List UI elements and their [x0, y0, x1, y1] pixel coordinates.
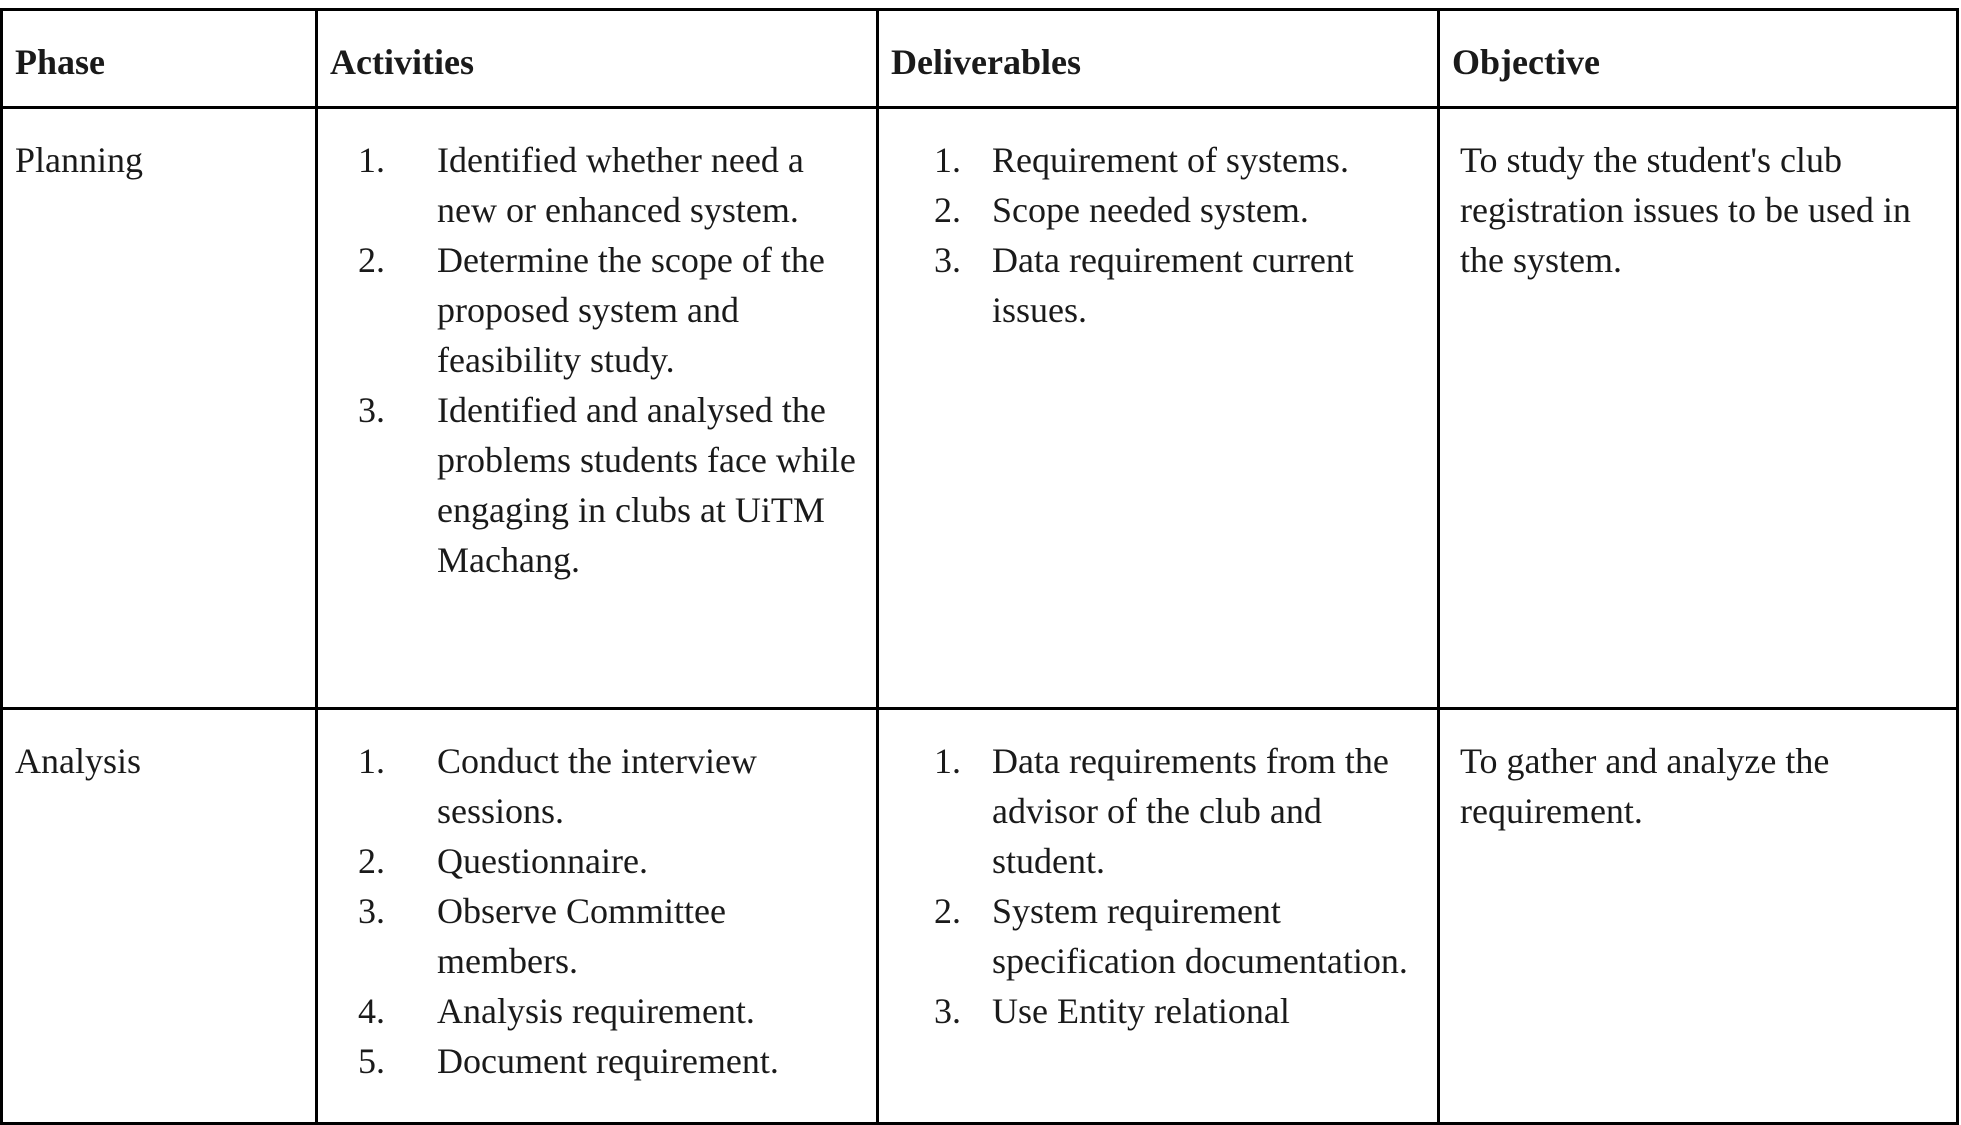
item-number: 1. — [358, 741, 385, 781]
list-item — [879, 986, 1429, 1036]
objective-text: To gather and analyze the requirement. — [1460, 741, 1830, 831]
list-item — [318, 135, 868, 235]
item-text: Identified and analysed the problems students face while engaging in clubs at UiTM Machang. — [437, 390, 856, 580]
item-number: 1. — [934, 140, 961, 180]
list-item — [318, 836, 868, 886]
objective-text: To study the student's club registration issues to be used in the system. — [1460, 140, 1911, 280]
item-number: 3. — [934, 991, 961, 1031]
item-number: 5. — [358, 1041, 385, 1081]
phase-name: Analysis — [15, 741, 141, 781]
list-item — [879, 736, 1429, 886]
phase-table — [0, 8, 1959, 1125]
item-number: 1. — [358, 140, 385, 180]
list-item — [318, 736, 868, 836]
item-number: 1. — [934, 741, 961, 781]
list-item — [318, 235, 868, 385]
item-number: 2. — [934, 190, 961, 230]
phase-cell — [2, 108, 317, 709]
deliverables-cell — [878, 709, 1439, 1124]
item-number: 2. — [358, 240, 385, 280]
list-item — [879, 886, 1429, 986]
deliverables-list — [879, 109, 1437, 335]
list-item — [318, 986, 868, 1036]
item-text: Use Entity relational — [992, 991, 1290, 1031]
activities-list — [318, 109, 876, 585]
item-number: 3. — [358, 891, 385, 931]
table-row — [2, 709, 1958, 1124]
objective-cell — [1439, 108, 1958, 709]
activities-list — [318, 710, 876, 1086]
item-text: Identified whether need a new or enhanced system. — [437, 140, 804, 230]
item-text: Scope needed system. — [992, 190, 1309, 230]
header-phase: Phase — [2, 10, 317, 108]
item-text: Requirement of systems. — [992, 140, 1349, 180]
table-header-row — [2, 10, 1958, 108]
item-number: 3. — [358, 390, 385, 430]
item-text: Determine the scope of the proposed system and feasibility study. — [437, 240, 825, 380]
table-row — [2, 108, 1958, 709]
deliverables-list — [879, 710, 1437, 1036]
item-text: Conduct the interview sessions. — [437, 741, 757, 831]
objective-cell — [1439, 709, 1958, 1124]
header-objective: Objective — [1439, 10, 1958, 108]
phase-name: Planning — [15, 140, 144, 180]
activities-cell — [317, 709, 878, 1124]
activities-cell — [317, 108, 878, 709]
item-text: Analysis requirement. — [437, 991, 755, 1031]
item-text: Observe Committee members. — [437, 891, 726, 981]
header-activities: Activities — [317, 10, 878, 108]
header-deliverables: Deliverables — [878, 10, 1439, 108]
list-item — [318, 1036, 868, 1086]
item-text: Questionnaire. — [437, 841, 648, 881]
deliverables-cell — [878, 108, 1439, 709]
item-number: 2. — [934, 891, 961, 931]
item-number: 4. — [358, 991, 385, 1031]
phase-cell — [2, 709, 317, 1124]
item-number: 2. — [358, 841, 385, 881]
list-item — [318, 886, 868, 986]
item-text: Data requirement current issues. — [992, 240, 1354, 330]
list-item — [879, 135, 1429, 185]
item-text: Document requirement. — [437, 1041, 779, 1081]
list-item — [879, 235, 1429, 335]
list-item — [318, 385, 868, 585]
item-text: System requirement specification documentation. — [992, 891, 1408, 981]
list-item — [879, 185, 1429, 235]
item-text: Data requirements from the advisor of the club and student. — [992, 741, 1389, 881]
item-number: 3. — [934, 240, 961, 280]
